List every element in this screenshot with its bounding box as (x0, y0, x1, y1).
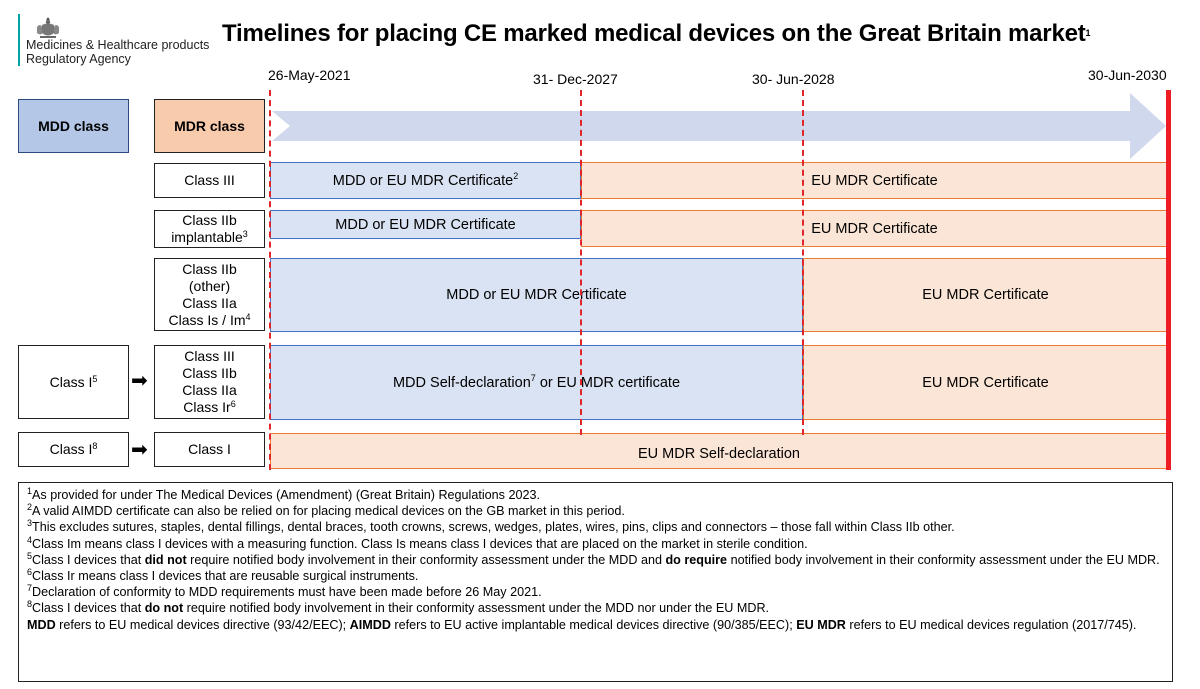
mdr-class-row3-footnote: 4 (245, 311, 251, 322)
footnote-number: 7 (27, 583, 33, 594)
page-title-text: Timelines for placing CE marked medical devices on the Great Britain market (222, 20, 1086, 47)
mdr-class-row3-text2: (other) (188, 277, 231, 294)
footnote-number: 6 (27, 567, 33, 578)
mdr-class-row3-line4 (168, 312, 250, 329)
date-label-2030: 30-Jun-2030 (1088, 67, 1167, 83)
footnote-text: Class I devices that (32, 552, 145, 567)
footnote-number: 2 (27, 502, 33, 513)
footnote-bold-text: EU MDR (796, 617, 846, 632)
mdr-class-header-label: MDR class (174, 117, 245, 134)
mdr-class-row4-footnote: 6 (230, 399, 236, 409)
footnote (27, 617, 1164, 633)
milestone-line-2021 (269, 90, 271, 470)
footnote (27, 568, 1164, 584)
mdr-class-row2-lines (171, 212, 248, 246)
footnote-bold-text: do require (665, 552, 728, 567)
footnote (27, 600, 1164, 616)
agency-name-line2: Regulatory Agency (26, 52, 131, 66)
footnote-bold-text: do not (144, 601, 184, 616)
footnote-text: refers to EU medical devices directive (93/42/EEC); (55, 617, 350, 632)
right-arrow-icon: ➡ (131, 439, 148, 461)
mdr-class-row2-footnote: 3 (242, 229, 248, 239)
mdr-class-row4-line4 (182, 399, 236, 416)
period-row3-mdd-or-mdr (270, 258, 803, 332)
footnote-text: require notified body involvement in their conformity assessment under the MDD nor under the EU MDR. (183, 601, 770, 616)
right-arrow-icon: ➡ (131, 370, 148, 392)
mdr-class-row3-text1: Class IIb (182, 260, 237, 277)
mdd-class-row5-text: Class I (49, 441, 93, 457)
mhra-logo (18, 14, 218, 70)
mdd-class-header (18, 99, 129, 153)
period-row5-text: EU MDR Self-declaration (638, 446, 800, 462)
footnote (27, 487, 1164, 503)
deadline-line-2030 (1166, 90, 1171, 470)
footnote-text: Class I devices that (32, 601, 145, 616)
mdr-class-row2-line2 (171, 229, 248, 246)
footnote-text: refers to EU medical devices regulation (2017/745). (845, 617, 1137, 632)
mdr-class-row3-lines (168, 261, 250, 329)
mdr-class-row5 (154, 432, 265, 467)
mdr-class-row4-text4: Class Ir (183, 399, 231, 415)
period-row5-eu-mdr-self-declaration (270, 433, 1168, 469)
mdr-class-row4-lines (182, 348, 236, 416)
mdd-class-row5 (18, 432, 129, 467)
mdr-class-row4-text2: Class IIb (182, 365, 237, 381)
mdd-class-row4-text: Class I (49, 373, 93, 390)
mdr-class-row3-line2 (168, 278, 250, 295)
footnote-number: 8 (27, 599, 33, 610)
mdd-class-header-label: MDD class (38, 117, 109, 134)
footnote (27, 536, 1164, 552)
mdr-class-row4-text1: Class III (184, 348, 235, 364)
footnote (27, 503, 1164, 519)
mdr-class-row4 (154, 345, 265, 419)
footnote-text: This excludes sutures, staples, dental fillings, dental braces, tooth crowns, screws, wedges, plates, wires, pins, clips and connectors – those fall within Class IIb other. (32, 520, 955, 535)
footnote (27, 519, 1164, 535)
milestone-line-2027 (580, 90, 582, 435)
mdr-class-row3-line1 (168, 261, 250, 278)
period-row3-eu-mdr-text: EU MDR Certificate (922, 287, 1049, 303)
mdr-class-header (154, 99, 265, 153)
footnotes-box (18, 482, 1173, 682)
timeline-arrow (268, 91, 1168, 161)
mdr-class-row4-line3 (182, 382, 236, 399)
period-row1-eu-mdr-text: EU MDR Certificate (811, 172, 938, 189)
mdr-class-row3-text4: Class Is / Im (168, 311, 246, 328)
date-label-2027: 31- Dec-2027 (533, 71, 618, 87)
milestone-line-2028 (802, 90, 804, 435)
mdr-class-row3 (154, 258, 265, 331)
mdr-class-row2-line1 (171, 212, 248, 229)
footnote (27, 584, 1164, 600)
period-row2-text: MDD or EU MDR Certificate (335, 216, 516, 233)
period-row4-text-tail: or EU MDR certificate (535, 374, 681, 391)
footnote-bold-text: did not (144, 552, 187, 567)
mdr-class-row1 (154, 163, 265, 198)
mdr-class-row2-text2: implantable (171, 229, 243, 245)
period-row4-eu-mdr (803, 345, 1168, 420)
mdr-class-row1-line (184, 172, 235, 189)
mdr-class-row3-line3 (168, 295, 250, 312)
footnote-text: Class Im means class I devices with a measuring function. Class Is means class I devices that are placed on the market in sterile condition. (32, 536, 808, 551)
mdd-class-row5-footnote: 8 (92, 441, 98, 451)
footnote-text: A valid AIMDD certificate can also be relied on for placing medical devices on the GB market in this period. (32, 504, 625, 519)
footnote-text: As provided for under The Medical Devices (Amendment) (Great Britain) Regulations 2023. (32, 488, 540, 502)
period-row2-eu-mdr (581, 210, 1168, 247)
period-row4-mdd-self-declaration: MDD Self-declaration $^7$ or EU MDR certificate (270, 345, 803, 420)
mdd-class-row5-line (50, 441, 98, 458)
footnote-number: 4 (27, 534, 33, 545)
footnote-number: 5 (27, 550, 33, 561)
mdd-class-row4-footnote: 5 (92, 373, 98, 384)
mdr-class-row1-text: Class III (184, 172, 235, 188)
footnote-text: Declaration of conformity to MDD requirements must have been made before 26 May 2021. (32, 585, 542, 600)
period-row4-text: MDD Self-declaration (392, 374, 531, 391)
period-row3-text: MDD or EU MDR Certificate (446, 287, 627, 303)
period-row2-eu-mdr-text: EU MDR Certificate (811, 220, 938, 237)
period-row1-mdd-or-mdr: MDD or EU MDR Certificate $^2$ (270, 162, 581, 199)
footnote-text: notified body involvement in their conformity assessment under the EU MDR. (727, 552, 1160, 567)
mdr-class-row5-text: Class I (188, 441, 231, 457)
period-row1-eu-mdr (581, 162, 1168, 199)
mdr-class-row3-text3: Class IIa (182, 294, 237, 311)
footnote (27, 552, 1164, 568)
page-title (222, 20, 1090, 48)
date-label-start: 26-May-2021 (268, 67, 351, 83)
mdr-class-row5-line (188, 441, 231, 458)
mdr-class-row2-text1: Class IIb (182, 212, 237, 228)
footnote-number: 3 (27, 518, 33, 529)
page-title-footnote: 1 (1085, 28, 1091, 38)
mdr-class-row4-text3: Class IIa (182, 382, 237, 398)
footnote-number: 1 (27, 486, 33, 496)
mdr-class-row4-line2 (182, 365, 236, 382)
agency-name (26, 38, 209, 66)
period-row1-text: MDD or EU MDR Certificate (332, 172, 514, 189)
mdd-class-row4-line (50, 374, 98, 391)
royal-crest-icon (34, 16, 62, 40)
footnote-bold-text: AIMDD (349, 617, 391, 632)
footnote-bold-text: MDD (27, 617, 56, 632)
period-row3-eu-mdr (803, 258, 1168, 332)
footnote-text: Class Ir means class I devices that are reusable surgical instruments. (32, 569, 419, 584)
footnote-text: require notified body involvement in their conformity assessment under the MDD and (186, 552, 666, 567)
mdr-class-row2 (154, 210, 265, 248)
date-label-2028: 30- Jun-2028 (752, 71, 835, 87)
agency-name-line1: Medicines & Healthcare products (26, 38, 210, 52)
mdr-class-row4-line1 (182, 348, 236, 365)
period-row4-eu-mdr-text: EU MDR Certificate (922, 374, 1049, 391)
logo-accent-bar (18, 14, 20, 66)
mdd-class-row4 (18, 345, 129, 419)
period-row2-mdd-or-mdr (270, 210, 581, 239)
footnote-text: refers to EU active implantable medical devices directive (90/385/EEC); (390, 617, 797, 632)
